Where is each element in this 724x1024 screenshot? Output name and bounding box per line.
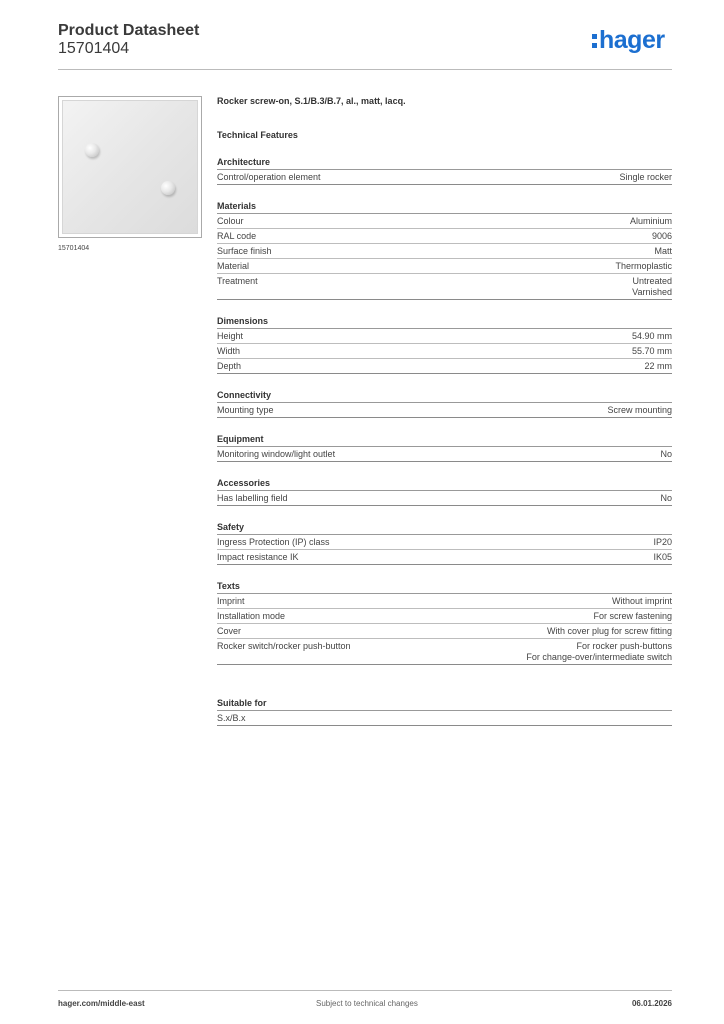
- spec-value: 9006: [651, 231, 672, 241]
- spec-label: Ingress Protection (IP) class: [217, 537, 330, 547]
- spec-value: Aluminium: [629, 216, 672, 226]
- spec-row: [217, 170, 672, 185]
- spec-value: Screw mounting: [607, 405, 672, 415]
- spec-row: [217, 344, 672, 359]
- spec-row: [217, 609, 672, 624]
- spec-label: Control/operation element: [217, 172, 321, 182]
- footer-notice: Subject to technical changes: [316, 999, 418, 1008]
- spec-value: For change-over/intermediate switch: [526, 652, 672, 662]
- spec-row: [217, 214, 672, 229]
- spec-label: Colour: [217, 216, 244, 226]
- product-title: Rocker screw-on, S.1/B.3/B.7, al., matt, lacq.: [217, 96, 406, 106]
- spec-label: Treatment: [217, 276, 258, 286]
- image-caption: 15701404: [58, 245, 90, 252]
- spec-row: [217, 274, 672, 300]
- section-accessories: [217, 477, 672, 506]
- spec-value: Single rocker: [619, 172, 672, 182]
- screw-cap-icon: [85, 143, 99, 157]
- section-equipment: [217, 433, 672, 462]
- hager-logo: [592, 28, 665, 53]
- spec-value: Matt: [654, 246, 672, 256]
- header-divider: [58, 69, 672, 70]
- spec-value: Without imprint: [611, 596, 672, 606]
- technical-content: [217, 96, 672, 726]
- section-heading: Equipment: [217, 433, 672, 447]
- spec-value-multi: [632, 276, 672, 298]
- spec-row: [217, 244, 672, 259]
- spec-label: Depth: [217, 361, 242, 371]
- spec-row: [217, 259, 672, 274]
- product-image: [58, 96, 202, 238]
- spec-label: Mounting type: [217, 405, 274, 415]
- spec-value: For screw fastening: [593, 611, 672, 621]
- spec-label: Cover: [217, 626, 242, 636]
- section-dimensions: [217, 315, 672, 374]
- spec-value-multi: [526, 641, 672, 663]
- logo-text: hager: [599, 26, 665, 54]
- spec-row: [217, 594, 672, 609]
- page-title: Product Datasheet: [58, 22, 200, 39]
- section-heading: Accessories: [217, 477, 672, 491]
- footer-divider: [58, 990, 672, 991]
- spec-label: Impact resistance IK: [217, 552, 299, 562]
- spec-row: [217, 624, 672, 639]
- spec-label: Has labelling field: [217, 493, 288, 503]
- spec-row: [217, 403, 672, 418]
- spec-value: No: [660, 493, 672, 503]
- spec-row: [217, 711, 672, 726]
- spec-row: [217, 229, 672, 244]
- spec-row: [217, 359, 672, 374]
- spec-value: 54.90 mm: [631, 331, 672, 341]
- section-heading: Safety: [217, 521, 672, 535]
- spec-row: [217, 329, 672, 344]
- section-heading: Connectivity: [217, 389, 672, 403]
- section-safety: [217, 521, 672, 565]
- section-materials: [217, 200, 672, 300]
- spec-label: Material: [217, 261, 250, 271]
- section-heading: Materials: [217, 200, 672, 214]
- screw-cap-icon: [161, 181, 175, 195]
- spec-label: Installation mode: [217, 611, 286, 621]
- section-architecture: [217, 156, 672, 185]
- spec-label: Width: [217, 346, 241, 356]
- spec-value: For rocker push-buttons: [576, 641, 672, 651]
- spec-row: [217, 491, 672, 506]
- spec-value: Untreated: [632, 276, 672, 286]
- spec-value: 22 mm: [644, 361, 672, 371]
- spec-value: IK05: [653, 552, 672, 562]
- spec-value: With cover plug for screw fitting: [546, 626, 672, 636]
- spec-value: IP20: [653, 537, 672, 547]
- logo-dots-icon: [592, 34, 598, 52]
- section-heading: Suitable for: [217, 697, 672, 711]
- spec-row: [217, 447, 672, 462]
- spec-label: Rocker switch/rocker push-button: [217, 641, 351, 651]
- footer-date: 06.01.2026: [631, 999, 672, 1008]
- product-code: 15701404: [58, 40, 130, 57]
- section-heading: Architecture: [217, 156, 672, 170]
- spec-label: Imprint: [217, 596, 245, 606]
- spec-row: [217, 550, 672, 565]
- spec-value: No: [660, 449, 672, 459]
- section-heading: Texts: [217, 580, 672, 594]
- spec-row: [217, 639, 672, 665]
- spec-value: Thermoplastic: [615, 261, 672, 271]
- spec-row: [217, 535, 672, 550]
- section-heading: Dimensions: [217, 315, 672, 329]
- section-suitable-for: [217, 697, 672, 726]
- spec-label: Surface finish: [217, 246, 272, 256]
- section-connectivity: [217, 389, 672, 418]
- rocker-plate-image: [62, 100, 198, 234]
- footer-website: hager.com/middle-east: [58, 999, 145, 1008]
- spec-label: S.x/B.x: [217, 713, 246, 723]
- spec-label: RAL code: [217, 231, 257, 241]
- spec-label: Monitoring window/light outlet: [217, 449, 336, 459]
- section-texts: [217, 580, 672, 665]
- spec-label: Height: [217, 331, 244, 341]
- spec-value: Varnished: [632, 287, 672, 297]
- spec-value: 55.70 mm: [631, 346, 672, 356]
- technical-features-heading: Technical Features: [217, 130, 298, 140]
